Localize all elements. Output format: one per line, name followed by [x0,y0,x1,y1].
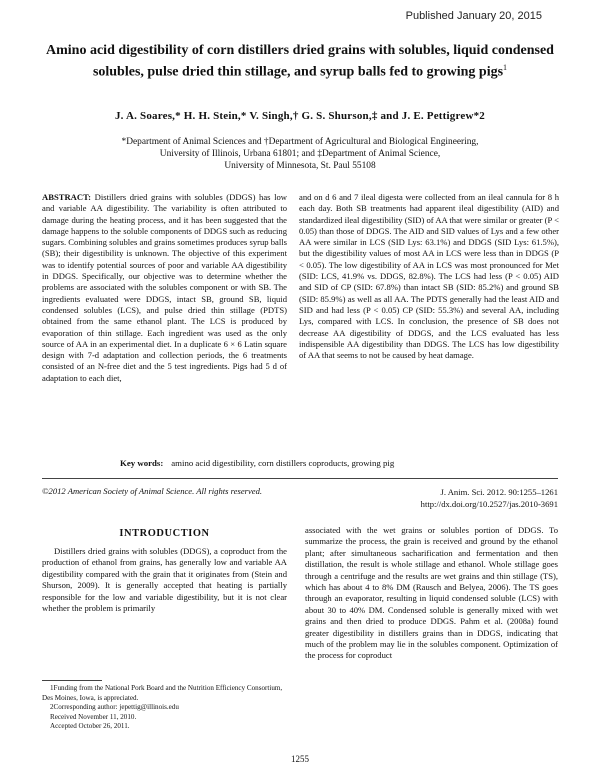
footnote: Accepted October 26, 2011. [50,722,130,731]
abstract [42,192,558,445]
footnote: Received November 11, 2010. [50,712,137,721]
footnote: 1Funding from the National Pork Board and the Nutrition Efficiency Consortium, Des Moines, Iowa, is appreciated. [42,684,283,702]
article-title [40,42,560,81]
footnotes [42,684,287,732]
keywords-text: amino acid digestibility, corn distillers coproducts, growing pig [171,458,395,468]
author-list: J. A. Soares,* H. H. Stein,* V. Singh,† G. S. Shurson,‡ and J. E. Pettigrew*2 [114,110,485,122]
journal-citation [421,486,558,510]
title-footnote-marker: 1 [503,63,508,72]
intro-left-column [42,546,287,614]
citation-text: J. Anim. Sci. 2012. 90:1255–1261 [440,487,558,497]
copyright-notice: ©2012 American Society of Animal Science. All rights reserved. [42,486,263,496]
intro-paragraph: Distillers dried grains with solubles (DDGS), a coproduct from the production of ethanol from grains, has generally low and variable AA digestibility compared with the grain that it originates from (Stein and Shurson, 2009). It is generally accepted that heating is partially responsible for the low and variable digestibility, but it is not clear whether the problem is primarily [42,546,287,614]
divider [42,478,558,479]
abstract-label: ABSTRACT: [42,192,92,202]
abstract-left-column [42,192,287,384]
intro-paragraph: associated with the wet grains or solubles portion of DDGS. To summarize the process, the grain is received and ground by the ethanol plant; after simultaneous sacharification and fermentation and then distillation, the result is whole stillage and ethanol. Whole stillage goes through a centrifuge and the results are wet grains and thin stillage (TS), which has about 4 to 8% DM (Rausch and Belyea, 2006). The TS goes through an evaporator, resulting in liquid condensed soluble (LCS) with about 30 to 40% DM. Condensed soluble is generally mixed with wet grains and then dried to produce DDGS. Pahm et al. (2008a) found greater digestibility in distillers grains than in DDGS, indicating that much of the problem may lie in the solubles component. Optimization of the process for coproduct [305,525,558,661]
keywords [120,458,394,468]
keywords-label: Key words: [120,458,164,468]
footnote: 2Corresponding author: jepettig@illinois.edu [50,703,179,712]
article-title-text: Amino acid digestibility of corn distillers dried grains with solubles, liquid condensed solubles, pulse dried thin stillage, and syrup balls fed to growing pigs [46,43,554,80]
page-number: 1255 [291,754,309,764]
intro-right-column [305,525,558,662]
affiliation-line: University of Minnesota, St. Paul 55108 [224,161,376,171]
published-date: Published January 20, 2015 [405,10,542,22]
footnote-divider [42,680,102,681]
affiliation-line: University of Illinois, Urbana 61801; and ‡Department of Animal Science, [159,149,441,159]
section-heading: INTRODUCTION [119,528,210,539]
affiliations [40,136,560,172]
doi-link[interactable]: http://dx.doi.org/10.2527/jas.2010-3691 [420,499,558,509]
abstract-right-column: and on d 6 and 7 ileal digesta were collected from an ileal cannula for 8 h each day. Both SB treatments had apparent ileal digestibility (AID) and standardized ileal digestibility (SID) of AA that were similar or greater (P < 0.05) than those of DDGS. The AID and SID values of Lys and a few other AA were similar in LCS (SID Lys: 63.1%) and DDGS (SID Lys: 61.5%), but the digestibility values of most AA in LCS were less than in DDGS (P < 0.05). The low digestibility of AA in LCS was most pronounced for Met (SID: LCS, 41.9% vs. DDGS, 82.8%). The LCS had less (P < 0.05) AID and SID of CP (SID: 67.8%) than intact SB (SID: 85.2%) and ground SB (SID: 85.9%) as well as all AA. The PDTS generally had the least AID and SID and had less (P < 0.05) CP (SID: 55.3%) and several AA, including Lys, compared with LCS. In conclusion, the presence of SB does not decrease AA digestibility of DDGS, and the LCS evaluated has less indispensible AA digestibility than DDGS. The LCS has low digestibility of AA that seems to not be caused by heat damage. [299,192,559,361]
abstract-text-left: Distillers dried grains with solubles (DDGS) has low and variable AA digestibility. The variability is often attributed to damage during the heating process, and it has been suggested that the damage happens to the soluble components of DDGS such as reducing sugars. Combining solubles and grains sometimes produces syrup balls (SB); their digestibility is unknown. The objective of this experiment was to identify potential sources of poor and variable AA digestibility in DDGS. Specifically, our objective was to determine whether the problems are associated with the solubles component or with SB. The ingredients evaluated were DDGS, intact SB, ground SB, liquid condensed solubles (LCS), and pulse dried thin stillage (PDTS) obtained from the same ethanol plant. The LCS is produced by evaporation of thin stillage. Each ingredient was used as the only source of AA in an experimental diet. In a duplicate 6 × 6 Latin square design with 7-d adaptation and collection periods, the 6 treatments consisted of an N-free diet and the 5 test ingredients. Pigs had 5 d of adaptation to each diet, [42,192,287,383]
affiliation-line: *Department of Animal Sciences and †Department of Agricultural and Biological Engineering, [121,137,479,147]
